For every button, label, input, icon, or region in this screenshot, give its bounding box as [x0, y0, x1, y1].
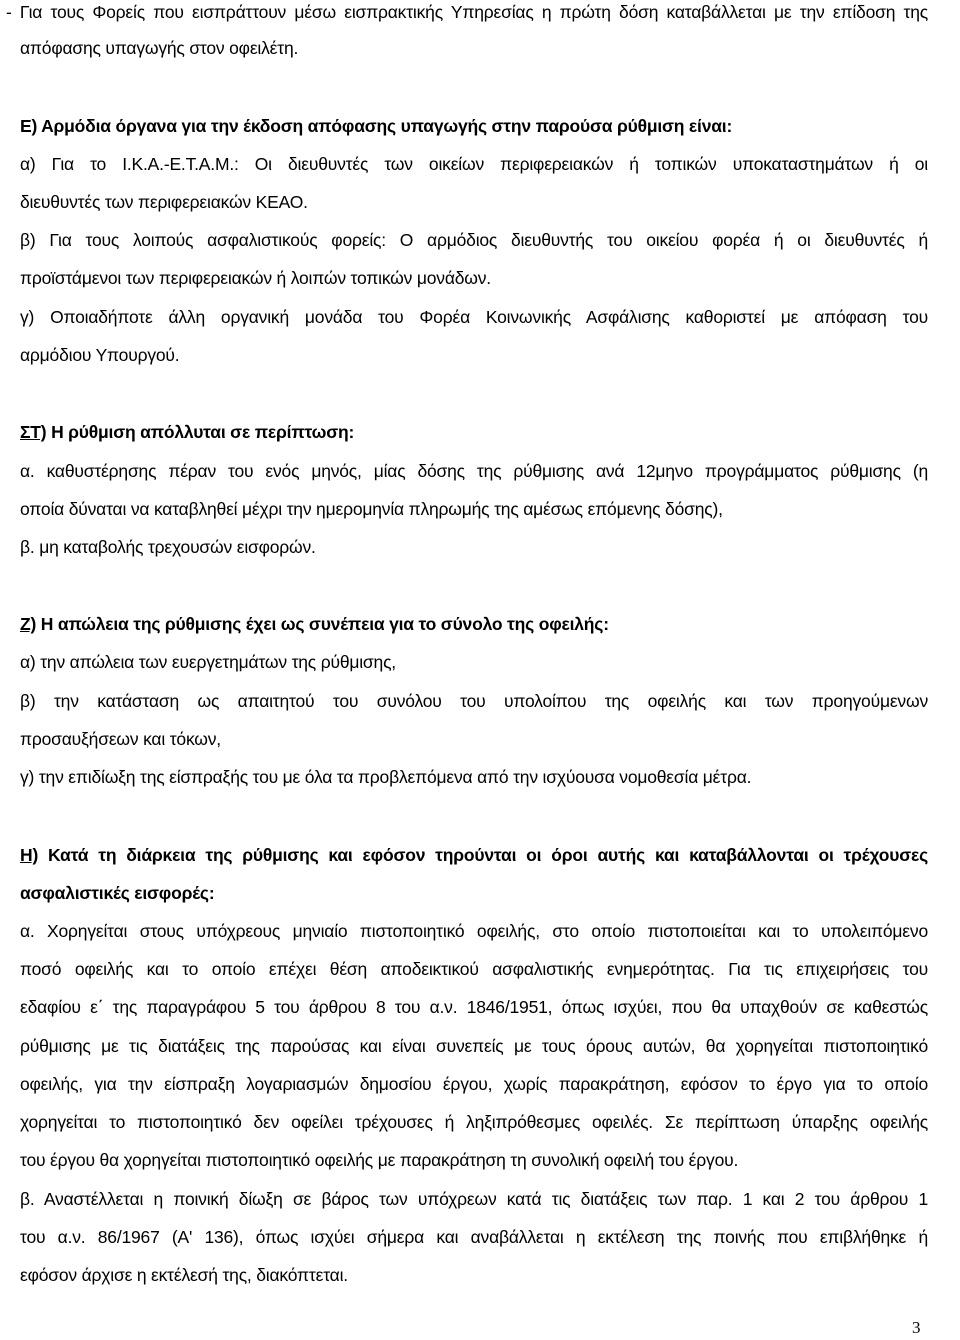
text-line: β. μη καταβολής τρεχουσών εισφορών.	[20, 537, 316, 557]
text-line: προσαυξήσεων και τόκων,	[20, 729, 221, 749]
section-heading-e: Ε) Αρμόδια όργανα για την έκδοση απόφασης υπαγωγής στην παρούσα ρύθμιση είναι:	[20, 116, 733, 136]
text-line: απόφασης υπαγωγής στον οφειλέτη.	[20, 38, 299, 58]
text-line: γ) την επιδίωξη της είσπραξής του με όλα τα προβλεπόμενα από την ισχύουσα νομοθεσία μέτρα.	[20, 767, 752, 787]
text-line: β. Αναστέλλεται η ποινική δίωξη σε βάρος των υπόχρεων κατά τις διατάξεις των παρ. 1 και 2 του άρθρου 1	[20, 1189, 928, 1209]
page-number: 3	[912, 1318, 921, 1337]
text-line: ποσό οφειλής και το οποίο επέχει θέση αποδεικτικού ασφαλιστικής ενημερότητας. Για τις επιχειρήσεις του	[20, 959, 928, 979]
section-heading-h: Η) Κατά τη διάρκεια της ρύθμισης και εφόσον τηρούνται οι όροι αυτής και καταβάλλονται οι τρέχουσες	[20, 845, 928, 865]
text-line: χορηγείται το πιστοποιητικό δεν οφείλει τρέχουσες ή ληξιπρόθεσμες οφειλές. Σε περίπτωση ύπαρξης οφειλής	[20, 1112, 928, 1132]
section-heading-z: Ζ) Η απώλεια της ρύθμισης έχει ως συνέπεια για το σύνολο της οφειλής:	[20, 614, 609, 634]
text-line: του α.ν. 86/1967 (Α' 136), όπως ισχύει σήμερα και αναβάλλεται η εκτέλεση της ποινής που επιβλήθηκε ή	[20, 1227, 928, 1247]
text-line: του έργου θα χορηγείται πιστοποιητικό οφειλής με παρακράτηση τη συνολική οφειλή του έργου.	[20, 1150, 739, 1170]
section-heading-h-cont: ασφαλιστικές εισφορές:	[20, 883, 215, 903]
text-line: α. καθυστέρησης πέραν του ενός μηνός, μίας δόσης της ρύθμισης ανά 12μηνο προγράμματος ρύθμισης (η	[20, 461, 928, 481]
text-line: οφειλής, για την είσπραξη λογαριασμών δημοσίου έργου, χωρίς παρακράτηση, εφόσον το έργο για το οποίο	[20, 1074, 928, 1094]
text-line: προϊστάμενοι των περιφερειακών ή λοιπών τοπικών μονάδων.	[20, 268, 491, 288]
text-line: α) Για το Ι.Κ.Α.-Ε.Τ.Α.Μ.: Οι διευθυντές των οικείων περιφερειακών ή τοπικών υποκαταστημάτων ή οι	[20, 154, 928, 174]
text-line: εδαφίου ε΄ της παραγράφου 5 του άρθρου 8 του α.ν. 1846/1951, όπως ισχύει, που θα υπαχθούν σε καθεστώς	[20, 997, 928, 1017]
text-line: β) Για τους λοιπούς ασφαλιστικούς φορείς: Ο αρμόδιος διευθυντής του οικείου φορέα ή οι διευθυντές ή	[20, 230, 928, 250]
text-line: β) την κατάσταση ως απαιτητού του συνόλου του υπολοίπου της οφειλής και των προηγούμενων	[20, 691, 928, 711]
section-heading-st: ΣΤ) Η ρύθμιση απόλλυται σε περίπτωση:	[20, 422, 355, 442]
text-line: - Για τους Φορείς που εισπράττουν μέσω εισπρακτικής Υπηρεσίας η πρώτη δόση καταβάλλεται με την επίδοση της	[6, 2, 928, 22]
text-line: α. Χορηγείται στους υπόχρεους μηνιαίο πιστοποιητικό οφειλής, στο οποίο πιστοποιείται και το υπολειπόμενο	[20, 921, 928, 941]
text-line: γ) Οποιαδήποτε άλλη οργανική μονάδα του Φορέα Κοινωνικής Ασφάλισης καθοριστεί με απόφαση του	[20, 307, 928, 327]
text-line: εφόσον άρχισε η εκτέλεσή της, διακόπτεται.	[20, 1265, 348, 1285]
text-line: αρμόδιου Υπουργού.	[20, 345, 180, 365]
text-line: α) την απώλεια των ευεργετημάτων της ρύθμισης,	[20, 652, 396, 672]
text-line: ρύθμισης με τις διατάξεις της παρούσας και είναι συνεπείς με τους όρους αυτών, θα χορηγείται πιστοποιητικό	[20, 1036, 928, 1056]
text-line: διευθυντές των περιφερειακών ΚΕΑΟ.	[20, 192, 308, 212]
text-line: οποία δύναται να καταβληθεί μέχρι την ημερομηνία πληρωμής της αμέσως επόμενης δόσης),	[20, 499, 723, 519]
